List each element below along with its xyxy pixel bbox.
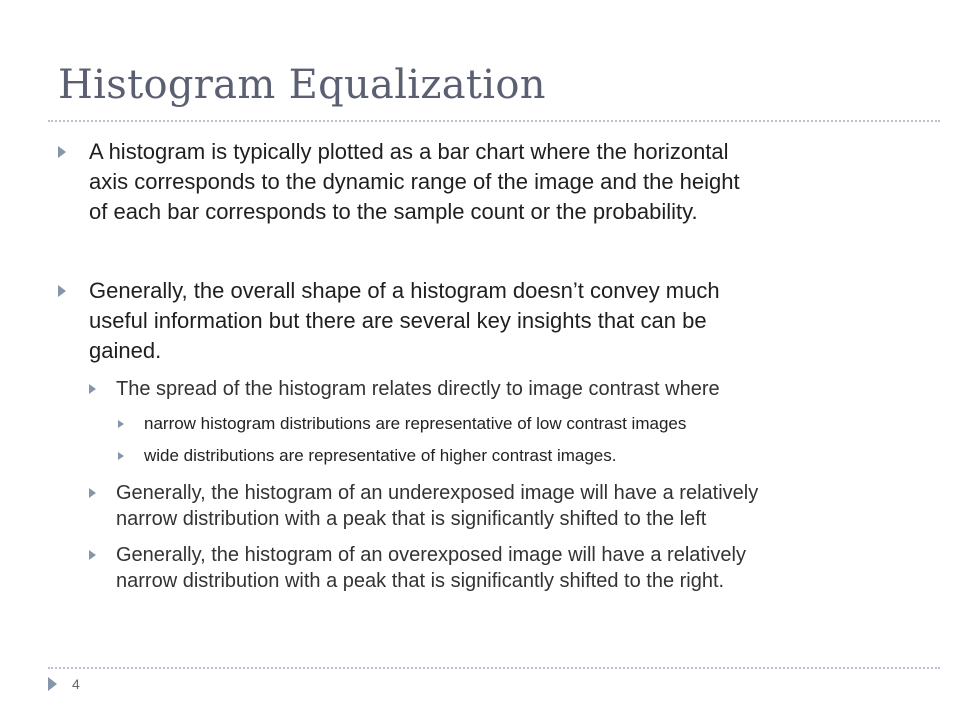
footer-arrow-icon bbox=[48, 677, 57, 691]
sub-bullet-3-line-2: narrow distribution with a peak that is significantly shifted to the right. bbox=[116, 570, 725, 592]
bullet-2-line-2: useful information but there are several key insights that can be bbox=[89, 308, 707, 333]
page-number: 4 bbox=[72, 676, 80, 692]
sub-sub-bullet-2: wide distributions are representative of higher contrast images. bbox=[144, 446, 617, 465]
sub-bullet-3-line-1: Generally, the histogram of an overexposed image will have a relatively bbox=[116, 544, 746, 566]
bullet-1-line-1: A histogram is typically plotted as a bar chart where the horizontal bbox=[89, 139, 729, 164]
bullet-1-line-2: axis corresponds to the dynamic range of the image and the height bbox=[89, 169, 740, 194]
sub-bullet-2-line-2: narrow distribution with a peak that is significantly shifted to the left bbox=[116, 508, 707, 530]
bullet-1-line-3: of each bar corresponds to the sample count or the probability. bbox=[89, 199, 698, 224]
top-divider bbox=[48, 120, 940, 122]
bullet-arrow-icon bbox=[58, 285, 66, 297]
bottom-divider bbox=[48, 667, 940, 669]
bullet-2-line-1: Generally, the overall shape of a histogram doesn’t convey much bbox=[89, 278, 720, 303]
sub-sub-bullet-arrow-icon bbox=[118, 452, 124, 460]
bullet-arrow-icon bbox=[58, 146, 66, 158]
sub-bullet-arrow-icon bbox=[89, 488, 96, 498]
sub-sub-bullet-1: narrow histogram distributions are representative of low contrast images bbox=[144, 414, 687, 433]
bullet-2-line-3: gained. bbox=[89, 338, 162, 363]
sub-bullet-2-line-1: Generally, the histogram of an underexposed image will have a relatively bbox=[116, 482, 759, 504]
sub-bullet-1-line-1: The spread of the histogram relates directly to image contrast where bbox=[116, 378, 720, 400]
sub-bullet-arrow-icon bbox=[89, 550, 96, 560]
slide-title: Histogram Equalization bbox=[58, 62, 546, 108]
sub-sub-bullet-arrow-icon bbox=[118, 420, 124, 428]
sub-bullet-arrow-icon bbox=[89, 384, 96, 394]
